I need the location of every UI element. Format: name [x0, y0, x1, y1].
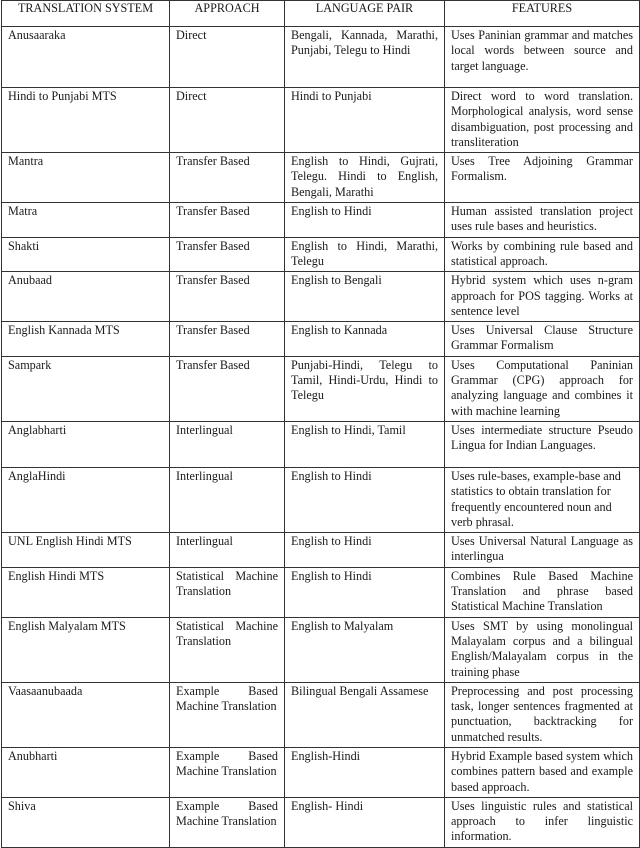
cell-features: Uses Tree Adjoining Grammar Formalism.	[445, 153, 640, 203]
cell-features: Combines Rule Based Machine Translation and phrase based Statistical Machine Translation	[445, 567, 640, 617]
cell-language-pair: English to Hindi	[285, 567, 445, 617]
table-row	[2, 203, 640, 238]
cell-system: Anusaaraka	[2, 27, 170, 88]
header-features: FEATURES	[445, 1, 640, 27]
cell-features: Uses Paninian grammar and matches local words between source and target language.	[445, 27, 640, 88]
cell-features: Uses Universal Natural Language as interlingua	[445, 533, 640, 568]
cell-system: Anglabharti	[2, 421, 170, 467]
cell-language-pair: English to Hindi, Tamil	[285, 421, 445, 467]
cell-features: Uses Computational Paninian Grammar (CPG) approach for analyzing language and combines it with machine learning	[445, 356, 640, 421]
cell-system: Hindi to Punjabi MTS	[2, 88, 170, 153]
table-row	[2, 797, 640, 847]
cell-language-pair: English to Malyalam	[285, 617, 445, 682]
table-row	[2, 356, 640, 421]
table-row	[2, 27, 640, 88]
table-row	[2, 322, 640, 357]
table-row	[2, 682, 640, 747]
cell-features: Hybrid system which uses n-gram approach for POS tagging. Works at sentence level	[445, 272, 640, 322]
cell-features: Uses SMT by using monolingual Malayalam corpus and a bilingual English/Malayalam corpus in the training phase	[445, 617, 640, 682]
cell-system: Shakti	[2, 237, 170, 272]
header-language-pair: LANGUAGE PAIR	[285, 1, 445, 27]
cell-language-pair: English to Hindi	[285, 467, 445, 532]
cell-features: Human assisted translation project uses rule bases and heuristics.	[445, 203, 640, 238]
table-row	[2, 153, 640, 203]
table-row	[2, 467, 640, 532]
cell-features: Hybrid Example based system which combines pattern based and example based approach.	[445, 747, 640, 797]
cell-approach: Direct	[170, 88, 285, 153]
cell-approach: Transfer Based	[170, 322, 285, 357]
cell-language-pair: English to Hindi, Marathi, Telegu	[285, 237, 445, 272]
cell-language-pair: English to Hindi	[285, 203, 445, 238]
cell-language-pair: Hindi to Punjabi	[285, 88, 445, 153]
cell-approach: Example Based Machine Translation	[170, 682, 285, 747]
cell-features: Uses rule-bases, example-base and statistics to obtain translation for frequently encountered noun and verb phrasal.	[445, 467, 640, 532]
cell-language-pair: English-Hindi	[285, 747, 445, 797]
cell-approach: Statistical Machine Translation	[170, 567, 285, 617]
cell-system: Shiva	[2, 797, 170, 847]
table-row	[2, 533, 640, 568]
table-row	[2, 237, 640, 272]
cell-language-pair: English to Kannada	[285, 322, 445, 357]
cell-system: Mantra	[2, 153, 170, 203]
cell-system: Vaasaanubaada	[2, 682, 170, 747]
cell-system: Anubaad	[2, 272, 170, 322]
cell-features: Uses linguistic rules and statistical approach to infer linguistic information.	[445, 797, 640, 847]
cell-features: Uses Universal Clause Structure Grammar Formalism	[445, 322, 640, 357]
cell-language-pair: Bilingual Bengali Assamese	[285, 682, 445, 747]
cell-system: AnglaHindi	[2, 467, 170, 532]
cell-language-pair: Punjabi-Hindi, Telegu to Tamil, Hindi-Urdu, Hindi to Telegu	[285, 356, 445, 421]
cell-approach: Interlingual	[170, 467, 285, 532]
cell-approach: Transfer Based	[170, 153, 285, 203]
cell-approach: Statistical Machine Translation	[170, 617, 285, 682]
cell-language-pair: Bengali, Kannada, Marathi, Punjabi, Telegu to Hindi	[285, 27, 445, 88]
cell-features: Works by combining rule based and statistical approach.	[445, 237, 640, 272]
cell-language-pair: English to Bengali	[285, 272, 445, 322]
header-row	[2, 1, 640, 27]
cell-system: English Kannada MTS	[2, 322, 170, 357]
cell-approach: Transfer Based	[170, 203, 285, 238]
cell-approach: Example Based Machine Translation	[170, 797, 285, 847]
cell-features: Preprocessing and post processing task, longer sentences fragmented at punctuation, backtracking for unmatched results.	[445, 682, 640, 747]
cell-language-pair: English to Hindi, Gujrati, Telegu. Hindi to English, Bengali, Marathi	[285, 153, 445, 203]
cell-language-pair: English- Hindi	[285, 797, 445, 847]
table-row	[2, 88, 640, 153]
cell-approach: Example Based Machine Translation	[170, 747, 285, 797]
table-row	[2, 617, 640, 682]
table-row	[2, 747, 640, 797]
header-translation-system: TRANSLATION SYSTEM	[2, 1, 170, 27]
header-approach: APPROACH	[170, 1, 285, 27]
table-row	[2, 272, 640, 322]
cell-system: Sampark	[2, 356, 170, 421]
cell-approach: Interlingual	[170, 421, 285, 467]
translation-systems-table	[1, 0, 640, 848]
cell-system: UNL English Hindi MTS	[2, 533, 170, 568]
cell-approach: Direct	[170, 27, 285, 88]
cell-approach: Transfer Based	[170, 237, 285, 272]
table-row	[2, 421, 640, 467]
cell-approach: Interlingual	[170, 533, 285, 568]
cell-features: Direct word to word translation. Morphological analysis, word sense disambiguation, post processing and transliteration	[445, 88, 640, 153]
cell-approach: Transfer Based	[170, 272, 285, 322]
cell-features: Uses intermediate structure Pseudo Lingua for Indian Languages.	[445, 421, 640, 467]
cell-language-pair: English to Hindi	[285, 533, 445, 568]
table-row	[2, 567, 640, 617]
cell-system: English Malyalam MTS	[2, 617, 170, 682]
cell-system: Anubharti	[2, 747, 170, 797]
cell-system: Matra	[2, 203, 170, 238]
cell-system: English Hindi MTS	[2, 567, 170, 617]
cell-approach: Transfer Based	[170, 356, 285, 421]
